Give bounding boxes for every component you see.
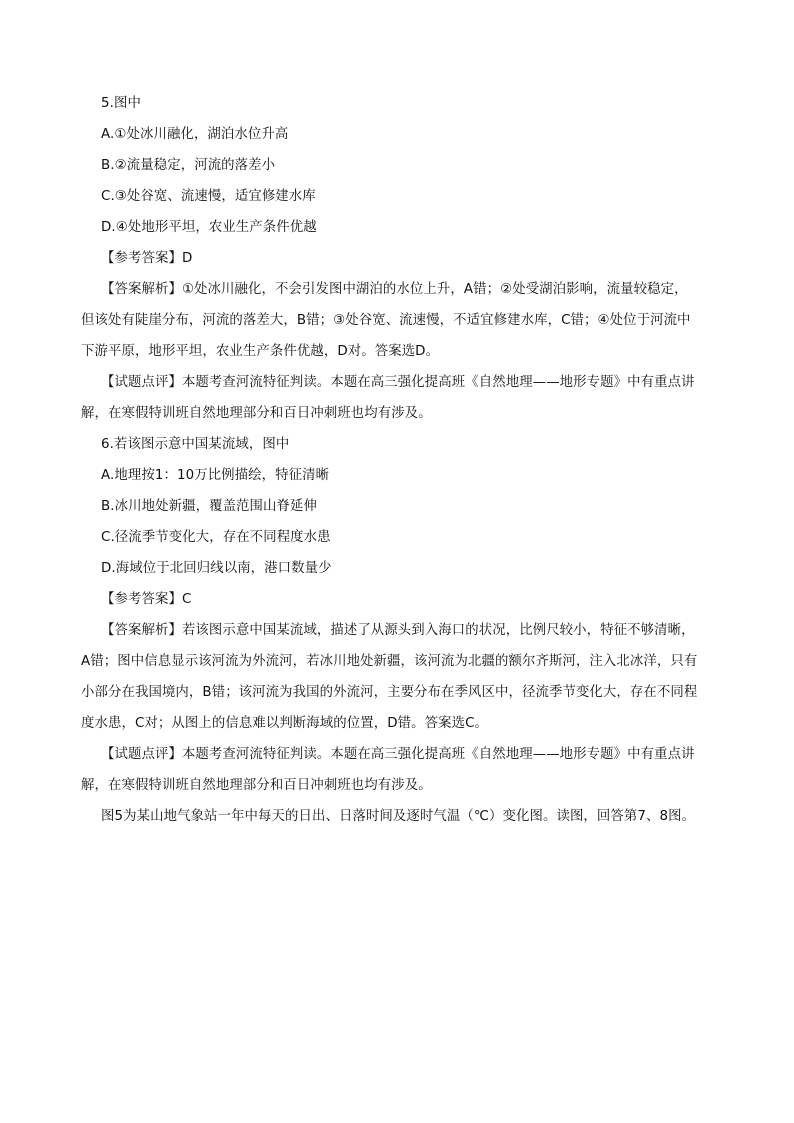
question-6-option-d: D.海域位于北回归线以南，港口数量少 xyxy=(101,561,332,576)
next-questions-intro: 图5为某山地气象站一年中每天的日出、日落时间及逐时气温（℃）变化图。读图，回答第7、8图。 xyxy=(101,809,696,824)
document-content xyxy=(81,88,731,832)
question-5-analysis xyxy=(81,274,731,367)
question-6-comment xyxy=(81,739,731,801)
question-5-stem: 5.图中 xyxy=(101,96,141,111)
question-5-answer: 【参考答案】D xyxy=(101,251,193,266)
question-6-analysis-line: A错；图中信息显示该河流为外流河，若冰川地处新疆，该河流为北疆的额尔齐斯河，注入北冰洋，只有 xyxy=(81,654,698,669)
question-6-analysis xyxy=(81,615,731,739)
question-5-option-a: A.①处冰川融化，湖泊水位升高 xyxy=(101,127,289,142)
question-6-analysis-line: 【答案解析】若该图示意中国某流域，描述了从源头到入海口的状况，比例尺较小，特征不够清晰， xyxy=(101,623,695,638)
question-6-option-c: C.径流季节变化大，存在不同程度水患 xyxy=(101,530,331,545)
question-6-option-b: B.冰川地处新疆，覆盖范围山脊延伸 xyxy=(101,499,318,514)
question-6-comment-line: 解，在寒假特训班自然地理部分和百日冲刺班也均有涉及。 xyxy=(81,778,432,793)
question-5-analysis-line: 下游平原，地形平坦，农业生产条件优越，D对。答案选D。 xyxy=(81,344,440,359)
question-6-analysis-line: 小部分在我国境内，B错；该河流为我国的外流河，主要分布在季风区中，径流季节变化大，存在不同程 xyxy=(81,685,698,700)
question-5-analysis-line: 但该处有陡崖分布，河流的落差大，B错；③处谷宽、流速慢，不适宜修建水库，C错；④处位于河流中 xyxy=(81,313,691,328)
question-6-analysis-line: 度水患，C对；从图上的信息难以判断海域的位置，D错。答案选C。 xyxy=(81,716,489,731)
question-5-comment-line: 【试题点评】本题考查河流特征判读。本题在高三强化提高班《自然地理——地形专题》中有重点讲 xyxy=(101,375,695,390)
question-5-option-d: D.④处地形平坦，农业生产条件优越 xyxy=(101,220,317,235)
question-5-option-b: B.②流量稳定，河流的落差小 xyxy=(101,158,276,173)
question-6-answer: 【参考答案】C xyxy=(101,592,192,607)
question-5-comment-line: 解，在寒假特训班自然地理部分和百日冲刺班也均有涉及。 xyxy=(81,406,432,421)
question-6-option-a: A.地理按1：10万比例描绘，特征清晰 xyxy=(101,468,330,483)
question-6-stem: 6.若该图示意中国某流域，图中 xyxy=(101,437,290,452)
question-5-analysis-line: 【答案解析】①处冰川融化，不会引发图中湖泊的水位上升，A错；②处受湖泊影响，流量较稳定， xyxy=(101,282,688,297)
question-5-option-c: C.③处谷宽、流速慢，适宜修建水库 xyxy=(101,189,316,204)
question-6-comment-line: 【试题点评】本题考查河流特征判读。本题在高三强化提高班《自然地理——地形专题》中有重点讲 xyxy=(101,747,695,762)
question-5-comment xyxy=(81,367,731,429)
